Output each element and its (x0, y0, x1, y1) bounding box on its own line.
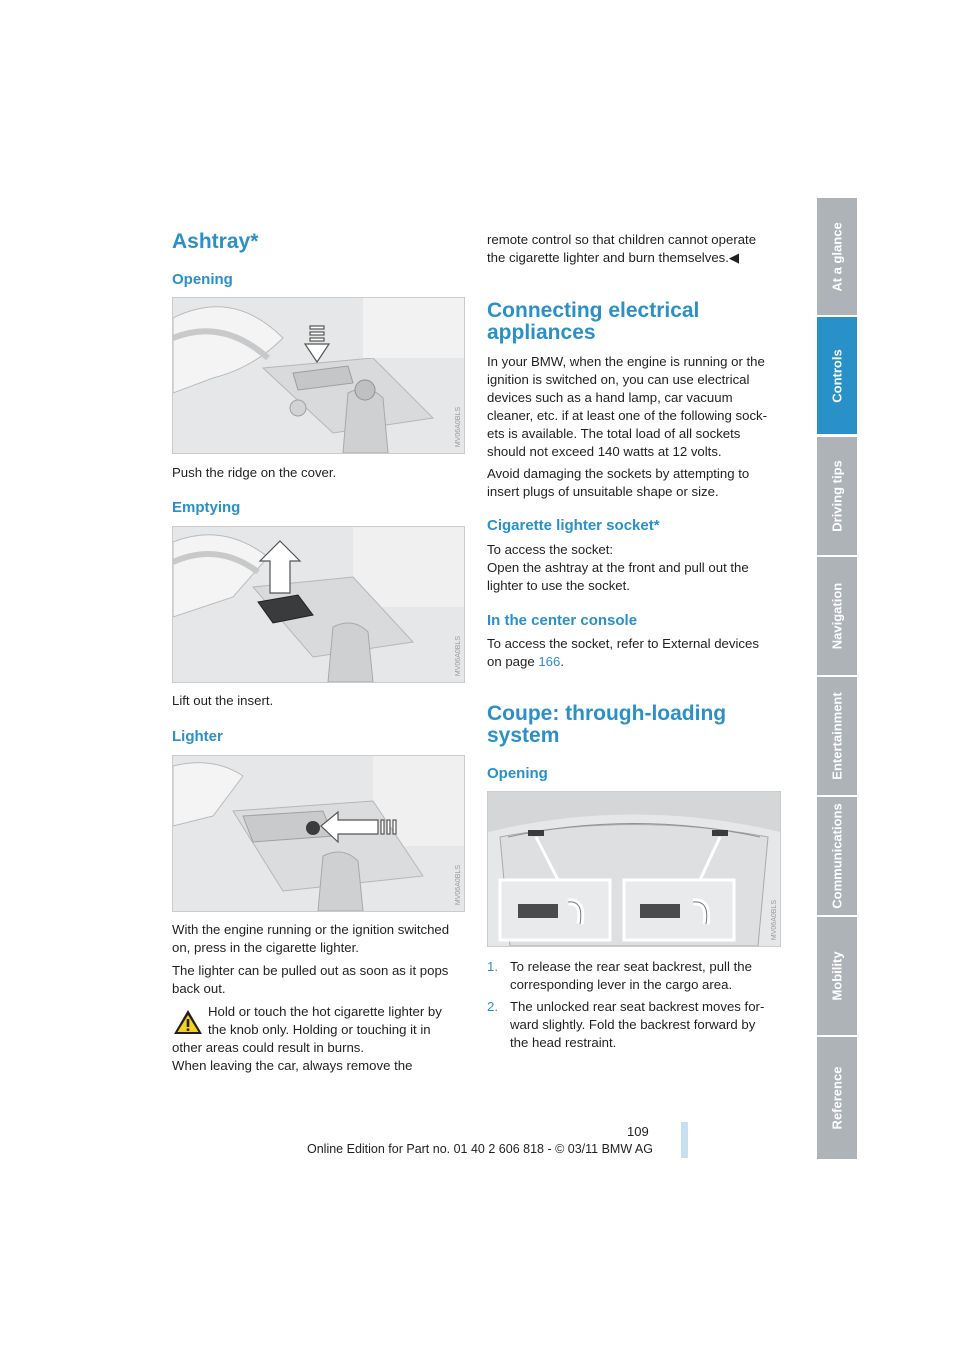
lighter-heading: Lighter (172, 728, 223, 745)
warning-text-indented: Hold or touch the hot cigarette lighter by the knob only. Holding or touching it in (208, 1004, 442, 1037)
figure-code: MV06A0BLS (455, 406, 462, 447)
step-2-text: The unlocked rear seat backrest moves for- ward slightly. Fold the backrest forward by the head restraint. (510, 999, 765, 1050)
step-1-text: To release the rear seat backrest, pull the corresponding lever in the cargo area. (510, 959, 752, 992)
emptying-text: Lift out the insert. (172, 693, 274, 708)
figure-code: MV06A0BLS (455, 635, 462, 676)
ashtray-heading: Ashtray* (172, 230, 259, 253)
step-2: 2. (487, 999, 498, 1014)
cigarette-socket-heading: Cigarette lighter socket* (487, 517, 660, 534)
tab-at-a-glance[interactable]: At a glance (817, 198, 857, 315)
tab-reference[interactable]: Reference (817, 1037, 857, 1159)
center-console-text: To access the socket, refer to External devices on page 166. (487, 636, 759, 669)
tab-controls[interactable]: Controls (817, 317, 857, 434)
edition-footer: Online Edition for Part no. 01 40 2 606 818 - © 03/11 BMW AG (307, 1142, 653, 1156)
opening-heading: Opening (172, 271, 233, 288)
step-1: 1. (487, 959, 498, 974)
connecting-paragraph-1: In your BMW, when the engine is running or the ignition is switched on, you can use electrical devices such as a hand lamp, car vacuum cleaner, etc. if at least one of the following sock- ets is available. The total load of all sockets should not exceed 140 watts at 12 volts. (487, 354, 768, 459)
cigarette-socket-text: To access the socket: Open the ashtray at the front and pull out the lighter to use the socket. (487, 542, 749, 593)
page-number: 109 (627, 1124, 649, 1139)
lighter-paragraph-1: With the engine running or the ignition switched on, press in the cigarette lighter. (172, 922, 450, 955)
emptying-heading: Emptying (172, 499, 241, 516)
tab-entertainment[interactable]: Entertainment (817, 677, 857, 795)
warning-text: other areas could result in burns. When leaving the car, always remove the (172, 1040, 413, 1073)
page-link-166[interactable]: 166 (538, 654, 561, 669)
ashtray-emptying-figure (172, 526, 465, 683)
coupe-heading: Coupe: through-loading system (487, 702, 727, 747)
center-console-heading: In the center console (487, 612, 638, 629)
ashtray-opening-figure (172, 297, 465, 454)
warning-icon (173, 1009, 203, 1035)
warning-continuation: remote control so that children cannot operate the cigarette lighter and burn themselves.◀ (487, 232, 757, 265)
connecting-paragraph-2: Avoid damaging the sockets by attempting to insert plugs of unsuitable shape or size. (487, 466, 750, 499)
figure-code: MV06A0BLS (455, 864, 462, 905)
opening-text: Push the ridge on the cover. (172, 465, 337, 480)
tab-mobility[interactable]: Mobility (817, 917, 857, 1035)
lighter-paragraph-2: The lighter can be pulled out as soon as it pops back out. (172, 963, 449, 996)
tab-driving-tips[interactable]: Driving tips (817, 437, 857, 555)
figure-code: MV06A0BLS (771, 899, 778, 940)
lighter-figure (172, 755, 465, 912)
connecting-heading: Connecting electrical appliances (487, 299, 700, 344)
tab-navigation[interactable]: Navigation (817, 557, 857, 675)
coupe-opening-heading: Opening (487, 765, 548, 782)
through-loading-figure (487, 791, 781, 947)
tab-communications[interactable]: Communications (817, 797, 857, 915)
